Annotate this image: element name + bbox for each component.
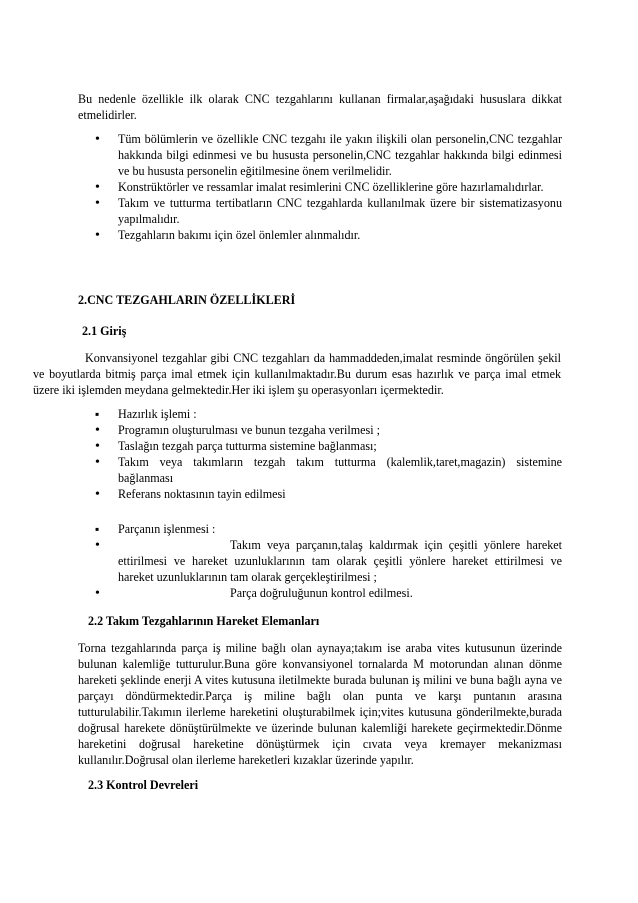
requirements-list xyxy=(0,131,638,243)
machining-list xyxy=(0,521,638,601)
square-bullet-icon xyxy=(95,521,107,537)
list-item: ▪ Hazırlık işlemi : xyxy=(0,406,562,422)
section-heading-2: 2.CNC TEZGAHLARIN ÖZELLİKLERİ xyxy=(78,293,296,307)
bullet-icon xyxy=(95,585,107,602)
bullet-icon xyxy=(95,486,107,503)
bullet-icon xyxy=(95,227,107,244)
list-item: ▪ Parçanın işlenmesi : xyxy=(0,521,562,537)
section-heading-2-1: 2.1 Giriş xyxy=(82,324,127,338)
bullet-icon xyxy=(95,179,107,196)
section-heading-2-2: 2.2 Takım Tezgahlarının Hareket Elemanları xyxy=(88,614,320,628)
list-item: • Tüm bölümlerin ve özellikle CNC tezgahı ile yakın ilişkili olan personelin,CNC tezgahlar hakkında bilgi edinmesi ve bu hususta personelin,CNC tezgahlar hakkında bilgi edinmesi ve bu hususta personelin eğitilmesine önem verilmelidir. xyxy=(0,131,562,179)
bullet-icon xyxy=(95,195,107,212)
intro-paragraph: Bu nedenle özellikle ilk olarak CNC tezgahlarını kullanan firmalar,aşağıdaki hususlara dikkat etmelidirler. xyxy=(78,92,562,122)
list-item: • Tezgahların bakımı için özel önlemler alınmalıdır. xyxy=(0,227,562,243)
bullet-icon xyxy=(95,438,107,455)
bullet-icon xyxy=(95,454,107,471)
square-bullet-icon xyxy=(95,406,107,422)
bullet-icon xyxy=(95,422,107,439)
bullet-icon xyxy=(95,537,107,554)
list-item: • Programın oluşturulması ve bunun tezgaha verilmesi ; xyxy=(0,422,562,438)
list-item: • Referans noktasının tayin edilmesi xyxy=(0,486,562,502)
list-item: • Takım veya parçanın,talaş kaldırmak için çeşitli yönlere hareket ettirilmesi ve hareket uzunluklarının tam olarak çeşitli yönlere hareket ettirilmesi ve hareket uzunluklarının tam olarak gerçekleştirilmesi ; xyxy=(0,537,562,585)
list-item: • Konstrüktörler ve ressamlar imalat resimlerini CNC özelliklerine göre hazırlamalıdırlar. xyxy=(0,179,562,195)
section-2-1-paragraph: Konvansiyonel tezgahlar gibi CNC tezgahları da hammaddeden,imalat resminde öngörülen şekil ve boyutlarda bitmiş parça imal etmek için kullanılmaktadır.Bu durum esas hazırlık ve parça imal etmek üzere iki işlemden meydana gelmektedir.Her iki işlem şu operasyonları içermektedir. xyxy=(33,351,561,397)
section-heading-2-3: 2.3 Kontrol Devreleri xyxy=(88,778,199,792)
section-2-2-paragraph: Torna tezgahlarında parça iş miline bağlı olan aynaya;takım ise araba vites kutusunun üzerinde bulunan kalemliğe tutturulur.Buna göre konvansiyonel tornalarda M motorundan alınan dönme hareketi şeklinde enerji A vites kutusuna iletilmekte burada bulunan iş milini ve buna bağlı ayna ve parçayı döndürmektedir.Parça iş miline bağlı olan punta ve karşı puntanın arasına tutturulabilir.Takımın ilerleme hareketini oluşturabilmek için;vites kutusuna gönderilmekte,burada doğrusal harekete dönüştürülmekte ve üzerinde bulunan kalemliği harekete geçirmektedir.Dönme hareketini doğrusal hareketine dönüştürmek için cıvata veya kremayer mekanizması kullanılır.Doğrusal olan ilerleme hareketleri kızaklar üzerinde yapılır. xyxy=(78,641,562,767)
list-item: • Takım veya takımların tezgah takım tutturma (kalemlik,taret,magazin) sistemine bağlanması xyxy=(0,454,562,486)
list-item: • Taslağın tezgah parça tutturma sistemine bağlanması; xyxy=(0,438,562,454)
list-item: • Parça doğruluğunun kontrol edilmesi. xyxy=(0,585,562,601)
bullet-icon xyxy=(95,131,107,148)
list-item: • Takım ve tutturma tertibatların CNC tezgahlarda kullanılmak üzere bir sistematizasyonu yapılmalıdır. xyxy=(0,195,562,227)
preparation-list xyxy=(0,406,638,502)
